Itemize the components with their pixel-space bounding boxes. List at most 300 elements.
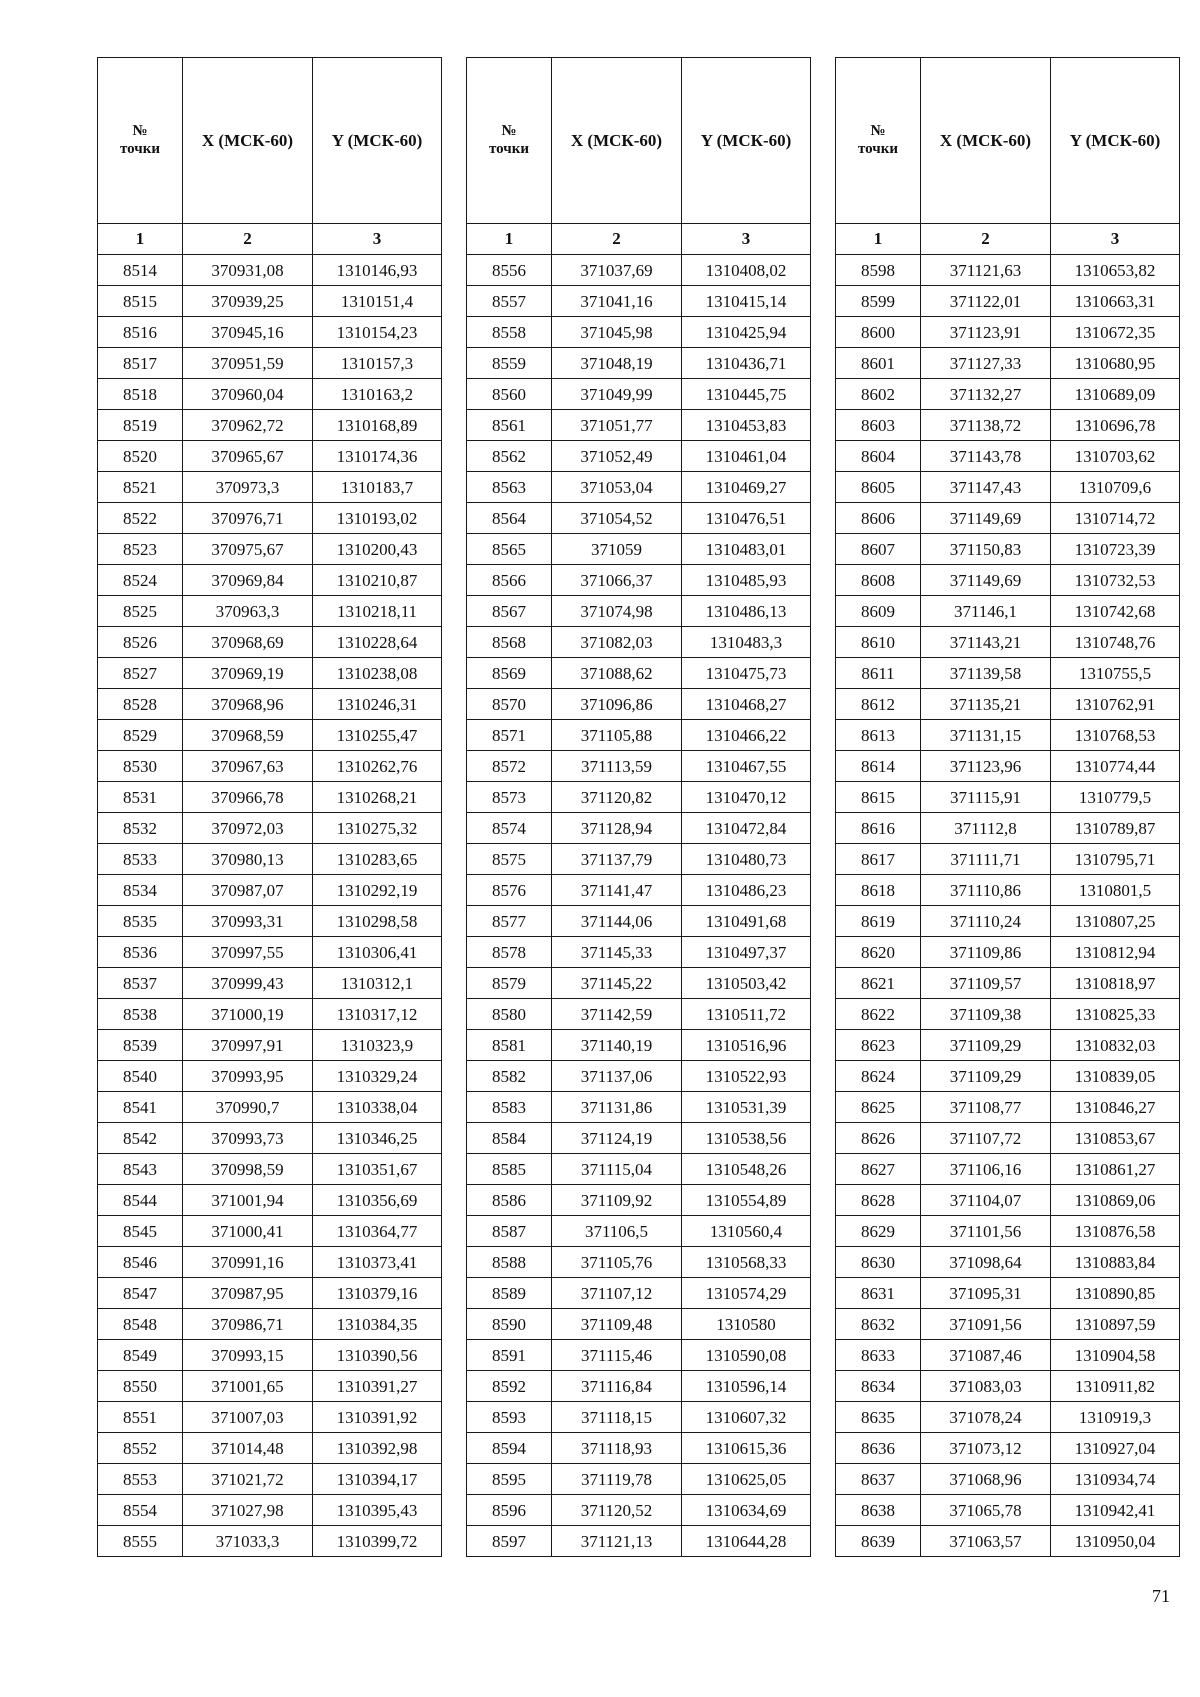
point-number-cell: 8524 xyxy=(98,565,183,596)
table-row xyxy=(836,813,1180,844)
y-coordinate-cell: 1310890,85 xyxy=(1051,1278,1180,1309)
y-coordinate-cell: 1310476,51 xyxy=(682,503,811,534)
x-coordinate-cell: 371106,5 xyxy=(552,1216,682,1247)
table-row xyxy=(836,999,1180,1030)
table-row xyxy=(98,379,442,410)
x-coordinate-cell: 371098,64 xyxy=(921,1247,1051,1278)
table-row xyxy=(98,472,442,503)
y-coordinate-cell: 1310709,6 xyxy=(1051,472,1180,503)
point-number-cell: 8639 xyxy=(836,1526,921,1557)
y-coordinate-cell: 1310876,58 xyxy=(1051,1216,1180,1247)
point-number-header: № точки xyxy=(467,58,552,224)
x-coordinate-cell: 370980,13 xyxy=(183,844,313,875)
point-number-cell: 8634 xyxy=(836,1371,921,1402)
y-coordinate-cell: 1310356,69 xyxy=(313,1185,442,1216)
point-number-cell: 8616 xyxy=(836,813,921,844)
y-coordinate-cell: 1310445,75 xyxy=(682,379,811,410)
table-row xyxy=(836,1371,1180,1402)
table-row xyxy=(467,503,811,534)
coordinates-table-3 xyxy=(835,57,1180,1557)
x-coordinate-cell: 371053,04 xyxy=(552,472,682,503)
y-coordinate-cell: 1310168,89 xyxy=(313,410,442,441)
y-coordinate-cell: 1310839,05 xyxy=(1051,1061,1180,1092)
table-row xyxy=(98,1433,442,1464)
y-coordinate-cell: 1310391,92 xyxy=(313,1402,442,1433)
y-coordinate-cell: 1310255,47 xyxy=(313,720,442,751)
table-row xyxy=(836,1464,1180,1495)
point-number-cell: 8568 xyxy=(467,627,552,658)
point-number-cell: 8525 xyxy=(98,596,183,627)
y-coordinate-cell: 1310486,23 xyxy=(682,875,811,906)
table-row xyxy=(467,1278,811,1309)
y-coordinate-cell: 1310486,13 xyxy=(682,596,811,627)
point-number-cell: 8615 xyxy=(836,782,921,813)
point-number-cell: 8572 xyxy=(467,751,552,782)
x-coordinate-cell: 371052,49 xyxy=(552,441,682,472)
point-number-cell: 8543 xyxy=(98,1154,183,1185)
table-row xyxy=(98,1402,442,1433)
x-coordinate-cell: 371146,1 xyxy=(921,596,1051,627)
point-number-cell: 8516 xyxy=(98,317,183,348)
y-coordinate-cell: 1310904,58 xyxy=(1051,1340,1180,1371)
y-coordinate-cell: 1310384,35 xyxy=(313,1309,442,1340)
y-coordinate-cell: 1310298,58 xyxy=(313,906,442,937)
y-coordinate-cell: 1310548,26 xyxy=(682,1154,811,1185)
y-coordinate-cell: 1310317,12 xyxy=(313,999,442,1030)
y-coordinate-cell: 1310373,41 xyxy=(313,1247,442,1278)
x-coordinate-cell: 371118,93 xyxy=(552,1433,682,1464)
x-coordinate-cell: 371110,24 xyxy=(921,906,1051,937)
table-row xyxy=(836,472,1180,503)
table-row xyxy=(98,1185,442,1216)
y-coordinate-cell: 1310897,59 xyxy=(1051,1309,1180,1340)
y-coordinate-cell: 1310338,04 xyxy=(313,1092,442,1123)
table-row xyxy=(467,720,811,751)
point-number-cell: 8562 xyxy=(467,441,552,472)
x-coordinate-cell: 371119,78 xyxy=(552,1464,682,1495)
y-coordinate-cell: 1310364,77 xyxy=(313,1216,442,1247)
point-number-cell: 8514 xyxy=(98,255,183,286)
point-number-cell: 8626 xyxy=(836,1123,921,1154)
table-row xyxy=(467,1154,811,1185)
y-coordinate-cell: 1310861,27 xyxy=(1051,1154,1180,1185)
y-coordinate-header: Y (МСК-60) xyxy=(313,58,442,224)
point-number-cell: 8577 xyxy=(467,906,552,937)
y-coordinate-cell: 1310538,56 xyxy=(682,1123,811,1154)
x-coordinate-cell: 371045,98 xyxy=(552,317,682,348)
table-row xyxy=(836,1433,1180,1464)
x-coordinate-cell: 370993,95 xyxy=(183,1061,313,1092)
table-row xyxy=(836,503,1180,534)
point-number-cell: 8596 xyxy=(467,1495,552,1526)
x-coordinate-cell: 371127,33 xyxy=(921,348,1051,379)
y-coordinate-cell: 1310703,62 xyxy=(1051,441,1180,472)
point-number-cell: 8584 xyxy=(467,1123,552,1154)
x-coordinate-cell: 371139,58 xyxy=(921,658,1051,689)
x-coordinate-cell: 371001,65 xyxy=(183,1371,313,1402)
table-row xyxy=(836,751,1180,782)
y-coordinate-cell: 1310238,08 xyxy=(313,658,442,689)
point-number-cell: 8526 xyxy=(98,627,183,658)
y-coordinate-cell: 1310689,09 xyxy=(1051,379,1180,410)
x-coordinate-cell: 371083,03 xyxy=(921,1371,1051,1402)
table-row xyxy=(836,1309,1180,1340)
y-coordinate-cell: 1310644,28 xyxy=(682,1526,811,1557)
y-coordinate-cell: 1310467,55 xyxy=(682,751,811,782)
y-coordinate-cell: 1310653,82 xyxy=(1051,255,1180,286)
table-row xyxy=(98,1030,442,1061)
table-row xyxy=(98,317,442,348)
y-coordinate-header: Y (МСК-60) xyxy=(1051,58,1180,224)
point-number-cell: 8600 xyxy=(836,317,921,348)
x-coordinate-cell: 371063,57 xyxy=(921,1526,1051,1557)
point-number-cell: 8607 xyxy=(836,534,921,565)
table-row xyxy=(467,782,811,813)
point-number-cell: 8540 xyxy=(98,1061,183,1092)
y-coordinate-cell: 1310469,27 xyxy=(682,472,811,503)
x-coordinate-cell: 371142,59 xyxy=(552,999,682,1030)
table-row xyxy=(467,658,811,689)
y-coordinate-cell: 1310853,67 xyxy=(1051,1123,1180,1154)
table-row xyxy=(836,255,1180,286)
table-row xyxy=(836,1340,1180,1371)
x-coordinate-cell: 371123,91 xyxy=(921,317,1051,348)
table-row xyxy=(836,1247,1180,1278)
point-number-cell: 8589 xyxy=(467,1278,552,1309)
table-row xyxy=(836,1495,1180,1526)
table-row xyxy=(98,627,442,658)
table-row xyxy=(836,689,1180,720)
table-row xyxy=(836,1526,1180,1557)
y-coordinate-cell: 1310768,53 xyxy=(1051,720,1180,751)
y-coordinate-cell: 1310480,73 xyxy=(682,844,811,875)
y-coordinate-cell: 1310436,71 xyxy=(682,348,811,379)
point-number-cell: 8630 xyxy=(836,1247,921,1278)
y-coordinate-cell: 1310461,04 xyxy=(682,441,811,472)
table-row xyxy=(467,627,811,658)
point-number-cell: 8561 xyxy=(467,410,552,441)
y-coordinate-cell: 1310483,3 xyxy=(682,627,811,658)
table-row xyxy=(836,1061,1180,1092)
x-coordinate-cell: 371037,69 xyxy=(552,255,682,286)
table-row xyxy=(467,1123,811,1154)
y-coordinate-cell: 1310927,04 xyxy=(1051,1433,1180,1464)
y-coordinate-cell: 1310807,25 xyxy=(1051,906,1180,937)
table-row xyxy=(836,875,1180,906)
point-number-cell: 8620 xyxy=(836,937,921,968)
point-number-cell: 8625 xyxy=(836,1092,921,1123)
point-number-cell: 8567 xyxy=(467,596,552,627)
y-coordinate-cell: 1310329,24 xyxy=(313,1061,442,1092)
table-row xyxy=(98,596,442,627)
point-number-cell: 8591 xyxy=(467,1340,552,1371)
x-coordinate-cell: 370966,78 xyxy=(183,782,313,813)
point-number-cell: 8605 xyxy=(836,472,921,503)
header-row xyxy=(836,58,1180,224)
x-coordinate-cell: 371118,15 xyxy=(552,1402,682,1433)
x-coordinate-cell: 371147,43 xyxy=(921,472,1051,503)
table-row xyxy=(836,1185,1180,1216)
table-row xyxy=(98,1123,442,1154)
y-coordinate-cell: 1310200,43 xyxy=(313,534,442,565)
table-row xyxy=(467,410,811,441)
y-coordinate-cell: 1310425,94 xyxy=(682,317,811,348)
point-number-cell: 8566 xyxy=(467,565,552,596)
column-index: 1 xyxy=(98,224,183,255)
point-number-cell: 8614 xyxy=(836,751,921,782)
table-row xyxy=(836,844,1180,875)
x-coordinate-cell: 370951,59 xyxy=(183,348,313,379)
x-coordinate-cell: 371124,19 xyxy=(552,1123,682,1154)
table-row xyxy=(467,1526,811,1557)
x-coordinate-cell: 371014,48 xyxy=(183,1433,313,1464)
x-coordinate-cell: 371109,29 xyxy=(921,1061,1051,1092)
table-row xyxy=(467,441,811,472)
x-coordinate-cell: 371007,03 xyxy=(183,1402,313,1433)
table-row xyxy=(98,844,442,875)
table-row xyxy=(467,813,811,844)
column-index: 3 xyxy=(313,224,442,255)
point-number-cell: 8604 xyxy=(836,441,921,472)
x-coordinate-cell: 371145,33 xyxy=(552,937,682,968)
x-coordinate-cell: 371109,57 xyxy=(921,968,1051,999)
point-number-cell: 8580 xyxy=(467,999,552,1030)
y-coordinate-cell: 1310580 xyxy=(682,1309,811,1340)
table-row xyxy=(98,1278,442,1309)
table-row xyxy=(98,937,442,968)
y-coordinate-cell: 1310774,44 xyxy=(1051,751,1180,782)
x-coordinate-cell: 371054,52 xyxy=(552,503,682,534)
table-row xyxy=(467,1216,811,1247)
point-number-cell: 8530 xyxy=(98,751,183,782)
x-coordinate-cell: 371141,47 xyxy=(552,875,682,906)
x-coordinate-cell: 371109,38 xyxy=(921,999,1051,1030)
point-number-cell: 8574 xyxy=(467,813,552,844)
point-number-cell: 8624 xyxy=(836,1061,921,1092)
table-row xyxy=(98,1464,442,1495)
table-row xyxy=(467,968,811,999)
y-coordinate-cell: 1310607,32 xyxy=(682,1402,811,1433)
x-coordinate-cell: 370986,71 xyxy=(183,1309,313,1340)
point-number-cell: 8531 xyxy=(98,782,183,813)
x-coordinate-cell: 371135,21 xyxy=(921,689,1051,720)
table-row xyxy=(467,689,811,720)
table-row xyxy=(98,658,442,689)
y-coordinate-cell: 1310268,21 xyxy=(313,782,442,813)
x-coordinate-cell: 370960,04 xyxy=(183,379,313,410)
x-coordinate-cell: 371109,92 xyxy=(552,1185,682,1216)
x-coordinate-cell: 371120,82 xyxy=(552,782,682,813)
x-coordinate-cell: 371109,48 xyxy=(552,1309,682,1340)
x-coordinate-cell: 371082,03 xyxy=(552,627,682,658)
y-coordinate-cell: 1310391,27 xyxy=(313,1371,442,1402)
table-row xyxy=(836,720,1180,751)
point-number-cell: 8628 xyxy=(836,1185,921,1216)
point-number-cell: 8515 xyxy=(98,286,183,317)
table-row xyxy=(98,348,442,379)
x-coordinate-cell: 371113,59 xyxy=(552,751,682,782)
table-row xyxy=(467,1402,811,1433)
point-number-cell: 8587 xyxy=(467,1216,552,1247)
table-row xyxy=(467,1340,811,1371)
x-coordinate-cell: 370962,72 xyxy=(183,410,313,441)
x-coordinate-cell: 371121,13 xyxy=(552,1526,682,1557)
x-coordinate-cell: 371074,98 xyxy=(552,596,682,627)
x-coordinate-cell: 370987,95 xyxy=(183,1278,313,1309)
point-number-cell: 8617 xyxy=(836,844,921,875)
table-row xyxy=(467,1092,811,1123)
x-coordinate-cell: 371059 xyxy=(552,534,682,565)
table-row xyxy=(467,844,811,875)
table-row xyxy=(836,534,1180,565)
table-row xyxy=(98,1216,442,1247)
x-coordinate-cell: 371104,07 xyxy=(921,1185,1051,1216)
x-coordinate-cell: 370931,08 xyxy=(183,255,313,286)
x-coordinate-cell: 371145,22 xyxy=(552,968,682,999)
x-coordinate-cell: 371096,86 xyxy=(552,689,682,720)
y-coordinate-cell: 1310399,72 xyxy=(313,1526,442,1557)
point-number-cell: 8579 xyxy=(467,968,552,999)
y-coordinate-cell: 1310408,02 xyxy=(682,255,811,286)
x-coordinate-cell: 371121,63 xyxy=(921,255,1051,286)
point-number-cell: 8529 xyxy=(98,720,183,751)
point-number-cell: 8612 xyxy=(836,689,921,720)
point-number-header: № точки xyxy=(836,58,921,224)
table-row xyxy=(98,1526,442,1557)
column-index: 2 xyxy=(552,224,682,255)
table-row xyxy=(836,286,1180,317)
x-coordinate-cell: 371120,52 xyxy=(552,1495,682,1526)
point-number-cell: 8599 xyxy=(836,286,921,317)
y-coordinate-cell: 1310497,37 xyxy=(682,937,811,968)
y-coordinate-cell: 1310680,95 xyxy=(1051,348,1180,379)
point-number-cell: 8560 xyxy=(467,379,552,410)
point-number-cell: 8538 xyxy=(98,999,183,1030)
y-coordinate-cell: 1310218,11 xyxy=(313,596,442,627)
table-row xyxy=(467,906,811,937)
table-row xyxy=(98,286,442,317)
y-coordinate-cell: 1310468,27 xyxy=(682,689,811,720)
point-number-cell: 8602 xyxy=(836,379,921,410)
point-number-cell: 8521 xyxy=(98,472,183,503)
table-row xyxy=(98,751,442,782)
point-number-cell: 8554 xyxy=(98,1495,183,1526)
x-coordinate-cell: 371073,12 xyxy=(921,1433,1051,1464)
y-coordinate-cell: 1310634,69 xyxy=(682,1495,811,1526)
table-row xyxy=(836,782,1180,813)
y-coordinate-cell: 1310163,2 xyxy=(313,379,442,410)
point-number-cell: 8611 xyxy=(836,658,921,689)
x-coordinate-cell: 370965,67 xyxy=(183,441,313,472)
point-number-cell: 8631 xyxy=(836,1278,921,1309)
point-number-header: № точки xyxy=(98,58,183,224)
y-coordinate-cell: 1310415,14 xyxy=(682,286,811,317)
coordinates-table-1 xyxy=(97,57,442,1557)
column-index-row xyxy=(467,224,811,255)
table-row xyxy=(98,565,442,596)
point-number-cell: 8539 xyxy=(98,1030,183,1061)
y-coordinate-cell: 1310511,72 xyxy=(682,999,811,1030)
point-number-cell: 8575 xyxy=(467,844,552,875)
x-coordinate-cell: 370939,25 xyxy=(183,286,313,317)
y-coordinate-cell: 1310818,97 xyxy=(1051,968,1180,999)
table-row xyxy=(836,379,1180,410)
point-number-cell: 8548 xyxy=(98,1309,183,1340)
x-coordinate-cell: 371143,21 xyxy=(921,627,1051,658)
x-coordinate-cell: 371131,86 xyxy=(552,1092,682,1123)
x-coordinate-cell: 371143,78 xyxy=(921,441,1051,472)
y-coordinate-cell: 1310779,5 xyxy=(1051,782,1180,813)
point-number-cell: 8594 xyxy=(467,1433,552,1464)
x-coordinate-cell: 371033,3 xyxy=(183,1526,313,1557)
x-coordinate-cell: 371000,19 xyxy=(183,999,313,1030)
point-number-cell: 8555 xyxy=(98,1526,183,1557)
y-coordinate-cell: 1310154,23 xyxy=(313,317,442,348)
point-number-cell: 8636 xyxy=(836,1433,921,1464)
table-row xyxy=(467,1185,811,1216)
table-row xyxy=(98,968,442,999)
point-number-cell: 8588 xyxy=(467,1247,552,1278)
point-number-cell: 8523 xyxy=(98,534,183,565)
point-number-cell: 8597 xyxy=(467,1526,552,1557)
y-coordinate-cell: 1310950,04 xyxy=(1051,1526,1180,1557)
y-coordinate-cell: 1310942,41 xyxy=(1051,1495,1180,1526)
x-coordinate-header: X (МСК-60) xyxy=(921,58,1051,224)
point-number-cell: 8563 xyxy=(467,472,552,503)
point-number-cell: 8595 xyxy=(467,1464,552,1495)
point-number-cell: 8603 xyxy=(836,410,921,441)
table-row xyxy=(467,534,811,565)
x-coordinate-cell: 371095,31 xyxy=(921,1278,1051,1309)
y-coordinate-cell: 1310262,76 xyxy=(313,751,442,782)
x-coordinate-cell: 371138,72 xyxy=(921,410,1051,441)
table-row xyxy=(98,1247,442,1278)
x-coordinate-cell: 371048,19 xyxy=(552,348,682,379)
table-row xyxy=(98,1092,442,1123)
point-number-cell: 8532 xyxy=(98,813,183,844)
table-row xyxy=(836,1092,1180,1123)
point-number-cell: 8608 xyxy=(836,565,921,596)
y-coordinate-cell: 1310742,68 xyxy=(1051,596,1180,627)
table-row xyxy=(467,937,811,968)
table-row xyxy=(98,782,442,813)
point-number-cell: 8537 xyxy=(98,968,183,999)
point-number-cell: 8621 xyxy=(836,968,921,999)
table-row xyxy=(836,1402,1180,1433)
y-coordinate-cell: 1310812,94 xyxy=(1051,937,1180,968)
table-row xyxy=(467,317,811,348)
point-number-cell: 8517 xyxy=(98,348,183,379)
table-row xyxy=(836,565,1180,596)
x-coordinate-cell: 371066,37 xyxy=(552,565,682,596)
table-row xyxy=(98,1371,442,1402)
column-index: 3 xyxy=(1051,224,1180,255)
point-number-cell: 8559 xyxy=(467,348,552,379)
x-coordinate-cell: 370976,71 xyxy=(183,503,313,534)
point-number-cell: 8606 xyxy=(836,503,921,534)
y-coordinate-cell: 1310392,98 xyxy=(313,1433,442,1464)
y-coordinate-cell: 1310193,02 xyxy=(313,503,442,534)
point-number-cell: 8553 xyxy=(98,1464,183,1495)
table-row xyxy=(98,255,442,286)
point-number-cell: 8552 xyxy=(98,1433,183,1464)
table-row xyxy=(836,317,1180,348)
x-coordinate-cell: 371137,06 xyxy=(552,1061,682,1092)
point-number-cell: 8581 xyxy=(467,1030,552,1061)
coordinates-table-2 xyxy=(466,57,811,1557)
y-coordinate-cell: 1310560,4 xyxy=(682,1216,811,1247)
y-coordinate-cell: 1310846,27 xyxy=(1051,1092,1180,1123)
